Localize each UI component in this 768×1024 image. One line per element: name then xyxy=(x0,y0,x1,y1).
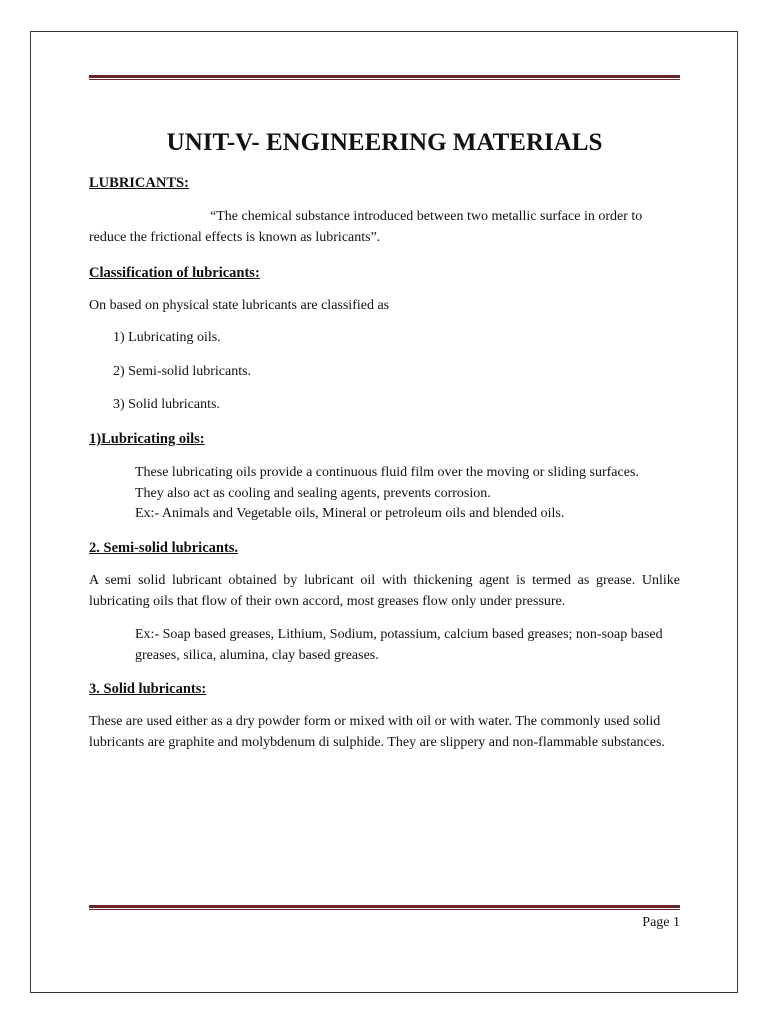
header-rule-thick xyxy=(89,75,680,78)
footer-rule xyxy=(89,905,680,911)
classification-heading: Classification of lubricants: xyxy=(89,265,260,281)
semi-solid-paragraph: A semi solid lubricant obtained by lubricant oil with thickening agent is termed as grease. Unlike lubricating oils that flow of their own accord, most greases flow only under pressure. xyxy=(89,573,680,609)
lubricating-oils-line-2: They also act as cooling and sealing agents, prevents corrosion. xyxy=(135,486,491,501)
header-rule xyxy=(89,75,680,81)
classification-intro: On based on physical state lubricants are classified as xyxy=(89,298,390,313)
semi-solid-example: Ex:- Soap based greases, Lithium, Sodium, potassium, calcium based greases; non-soap based greases, silica, alumina, clay based greases. xyxy=(135,627,663,663)
classification-item-3: 3) Solid lubricants. xyxy=(113,397,220,412)
header-rule-thin xyxy=(89,79,680,80)
lubricating-oils-heading: 1)Lubricating oils: xyxy=(89,431,205,447)
lubricating-oils-line-1: These lubricating oils provide a continuous fluid film over the moving or sliding surfaces. xyxy=(135,465,639,480)
definition-line-2: reduce the frictional effects is known as lubricants”. xyxy=(89,230,381,245)
solid-lubricants-heading: 3. Solid lubricants: xyxy=(89,681,207,697)
semi-solid-heading: 2. Semi-solid lubricants. xyxy=(89,540,239,556)
page-title: UNIT-V- ENGINEERING MATERIALS xyxy=(166,129,603,156)
classification-item-2: 2) Semi-solid lubricants. xyxy=(113,364,252,379)
lubricating-oils-example: Ex:- Animals and Vegetable oils, Mineral or petroleum oils and blended oils. xyxy=(135,506,565,521)
page-number: Page 1 xyxy=(642,915,680,930)
lubricants-heading: LUBRICANTS: xyxy=(89,175,189,191)
solid-lubricants-paragraph: These are used either as a dry powder form or mixed with oil or with water. The commonly used solid lubricants are graphite and molybdenum di sulphide. They are slippery and non-flammable substances. xyxy=(89,714,665,750)
footer-rule-thick xyxy=(89,905,680,908)
classification-item-1: 1) Lubricating oils. xyxy=(113,330,221,345)
footer-rule-thin xyxy=(89,909,680,910)
definition-line-1: “The chemical substance introduced between two metallic surface in order to xyxy=(210,209,643,224)
